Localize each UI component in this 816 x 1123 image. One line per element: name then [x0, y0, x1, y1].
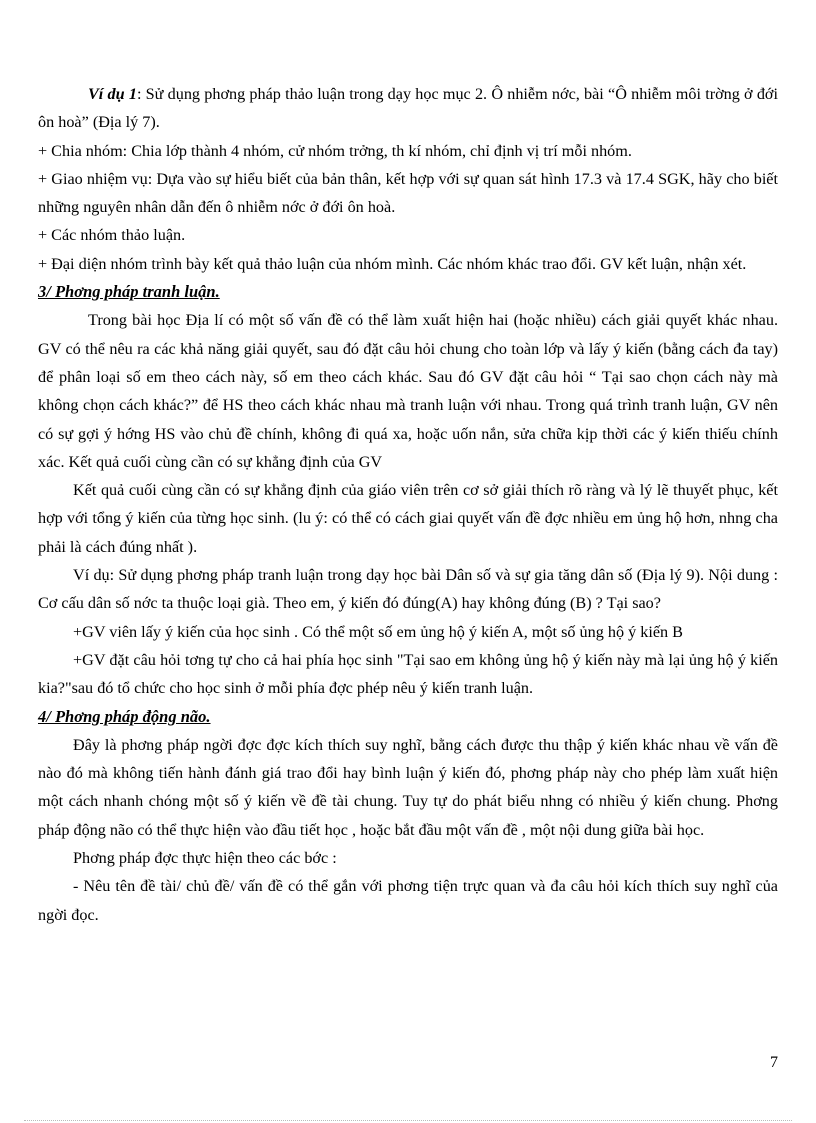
section-3-paragraph-1: Trong bài học Địa lí có một số vấn đề có thể làm xuất hiện hai (hoặc nhiều) cách giải quyết khác nhau. GV có thể nêu ra các khả năng giải quyết, sau đó đặt câu hỏi chung cho toàn lớp và lấy ý kiến (bằng cách đa tay) để phân loại số em theo cách này, số em theo cách khác. Sau đó GV đặt câu hỏi “ Tại sao chọn cách này mà không chọn cách khác?” để HS theo cách khác nhau mà tranh luận với nhau. Trong quá trình tranh luận, GV nên có sự gợi ý hớng HS vào chủ đề chính, không đi quá xa, hoặc uốn nắn, sửa chữa kịp thời các ý kiến thiếu chính xác. Kết quả cuối cùng cần có sự khẳng định của GV	[38, 311, 778, 471]
step-item: + Chia nhóm: Chia lớp thành 4 nhóm, cử nhóm trởng, th kí nhóm, chỉ định vị trí mỗi nhóm.	[38, 141, 632, 160]
step-item: + Giao nhiệm vụ: Dựa vào sự hiểu biết của bản thân, kết hợp với sự quan sát hình 17.3 và 17.4 SGK, hãy cho biết những nguyên nhân dẫn đến ô nhiễm nớc ở đới ôn hoà.	[38, 169, 778, 217]
section-4-paragraph-1: Đây là phơng pháp ngời đợc đợc kích thích suy nghĩ, bằng cách được thu thập ý kiến khác nhau về vấn đề nào đó mà không tiến hành đánh giá trao đổi hay bình luận ý kiến đó, phơng pháp này cho phép làm xuất hiện một cách nhanh chóng một số ý kiến về đề tài chung. Tuy tự do phát biểu nhng có nhiều ý kiến chung. Phơng pháp động não có thể thực hiện vào đầu tiết học , hoặc bắt đầu một vấn đề , một nội dung giữa bài học.	[38, 735, 778, 839]
section-3-heading: 3/ Phơng pháp tranh luận.	[38, 282, 220, 302]
section-3-paragraph-5: +GV đặt câu hỏi tơng tự cho cả hai phía học sinh "Tại sao em không ủng hộ ý kiến này mà lại ủng hộ ý kiến kia?"sau đó tổ chức cho học sinh ở mỗi phía đợc phép nêu ý kiến tranh luận.	[38, 650, 778, 698]
section-4-paragraph-3: - Nêu tên đề tài/ chủ đề/ vấn đề có thể gắn với phơng tiện trực quan và đa câu hỏi kích thích suy nghĩ của ngời đọc.	[38, 877, 778, 924]
footer-divider	[24, 1120, 792, 1121]
page-number: 7	[770, 1054, 778, 1071]
section-4-paragraph-2: Phơng pháp đợc thực hiện theo các bớc :	[73, 849, 337, 868]
document-page	[38, 80, 778, 929]
section-3-paragraph-2: Kết quả cuối cùng cần có sự khẳng định của giáo viên trên cơ sở giải thích rõ ràng và lý lẽ thuyết phục, kết hợp với tổng ý kiến của từng học sinh. (lu ý: có thể có cách giai quyết vấn đề đợc nhiều em ủng hộ hơn, nhng cha phải là cách đúng nhất ).	[38, 481, 778, 556]
example-1-paragraph	[38, 80, 778, 137]
step-item: + Các nhóm thảo luận.	[38, 226, 186, 245]
section-3-paragraph-4: +GV viên lấy ý kiến của học sinh . Có thể một số em ủng hộ ý kiến A, một số ủng hộ ý kiến B	[73, 622, 683, 641]
example-1-label: Ví dụ 1	[88, 85, 137, 103]
step-item: + Đại diện nhóm trình bày kết quả thảo luận của nhóm mình. Các nhóm khác trao đổi. GV kết luận, nhận xét.	[38, 254, 747, 273]
example-1-text: : Sử dụng phơng pháp thảo luận trong dạy học mục 2. Ô nhiễm nớc, bài “Ô nhiễm môi trờng ở đới ôn hoà” (Địa lý 7).	[38, 85, 778, 132]
section-3-paragraph-3: Ví dụ: Sử dụng phơng pháp tranh luận trong dạy học bài Dân số và sự gia tăng dân số (Địa lý 9). Nội dung : Cơ cấu dân số nớc ta thuộc loại già. Theo em, ý kiến đó đúng(A) hay không đúng (B) ? Tại sao?	[38, 566, 778, 613]
section-4-heading: 4/ Phơng pháp động não.	[38, 706, 211, 726]
